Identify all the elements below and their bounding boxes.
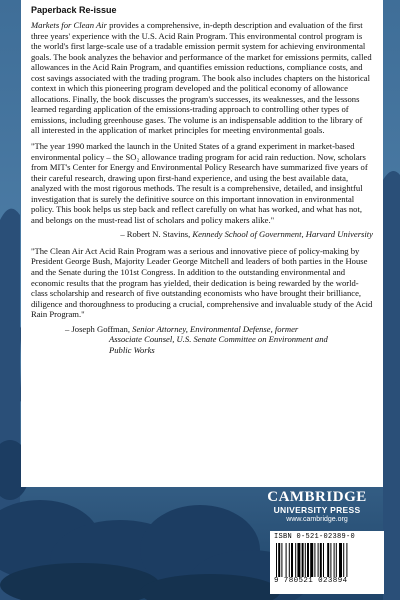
barcode-digits: 9 780521 023894 <box>274 577 348 585</box>
endorser-affiliation-2c: Public Works <box>109 344 155 355</box>
edition-label: Paperback Re-issue <box>31 5 117 15</box>
endorser-name-1: – Robert N. Stavins, <box>120 229 193 240</box>
publisher-name: CAMBRIDGE <box>267 489 367 505</box>
barcode-label <box>270 531 384 594</box>
book-title: Markets for Clean Air <box>31 20 107 30</box>
publisher-logo <box>252 490 382 524</box>
publisher-url: www.cambridge.org <box>286 516 348 523</box>
endorsement-attribution-1 <box>31 229 373 240</box>
back-cover-text-panel <box>21 0 383 487</box>
description-text: provides a comprehensive, in-depth description and evaluation of the first three years' experience with the U.S. Acid Rain Program. This environmental control program is the world's first large-scale use of a tradable emission permit system for achieving environmental goals. The book analyzes the behavior and performance of the market for emissions permits, called allowances in the Acid Rain Program, and quantifies emission reductions, compliance costs, and cost savings associated with the trading program. The book also includes chapters on the historical context in which this pioneering program developed and the political economy of allowance allocations. Finally, the book discusses the program's successes, its weaknesses, and the lessons learned regarding application of the emissions-trading approach to controlling other types of emissions, including greenhouse gases. The volume is an indispensable addition to the library of all interested in the application of market principles for meeting environmental goals. <box>31 20 372 136</box>
barcode <box>274 543 380 577</box>
endorser-affiliation-2a: Senior Attorney, Environmental Defense, former <box>132 323 299 334</box>
endorser-affiliation-2b: Associate Counsel, U.S. Senate Committee on Environment and <box>109 334 328 345</box>
publisher-subtitle: UNIVERSITY PRESS <box>273 505 361 515</box>
endorsement-quote-2: "The Clean Air Act Acid Rain Program was a serious and innovative piece of policy-making by President George Bush, Majority Leader George Mitchell and leaders of both parties in the House and the Senate during the 101st Congress. In addition to the outstanding environmental and economic results that the program has yielded, their dedication is being rewarded by the world-class scholarship and research of five outstanding economists who have brought their brilliance, diligence and thoroughness to producing a crucial, comprehensive and invaluable study of the Acid Rain Program." <box>31 245 373 320</box>
endorsement-attribution-2 <box>65 324 373 356</box>
book-description <box>31 20 373 136</box>
endorser-name-2: – Joseph Goffman, <box>65 323 133 334</box>
endorser-affiliation-1: Kennedy School of Government, Harvard University <box>192 229 373 240</box>
isbn-number: ISBN 0-521-02389-0 <box>274 533 356 541</box>
endorsement-quote-1: "The year 1990 marked the launch in the United States of a grand experiment in market-based environmental policy – the SO₂ allowance trading program for acid rain reduction. Now, scholars from MIT's Center for Energy and Environmental Policy Research have summarized five years of their careful research, drawing upon first-hand experience, and using the best available data, analyzed with the most rigorous methods. The result is a comprehensive, detailed, and insightful investigation that is surely the definitive source on this important innovation in environmental policy. This book helps us step back and reflect carefully on what has worked, and what has not, and belongs on the must-read list of scholars and policy makers alike." <box>31 141 368 225</box>
